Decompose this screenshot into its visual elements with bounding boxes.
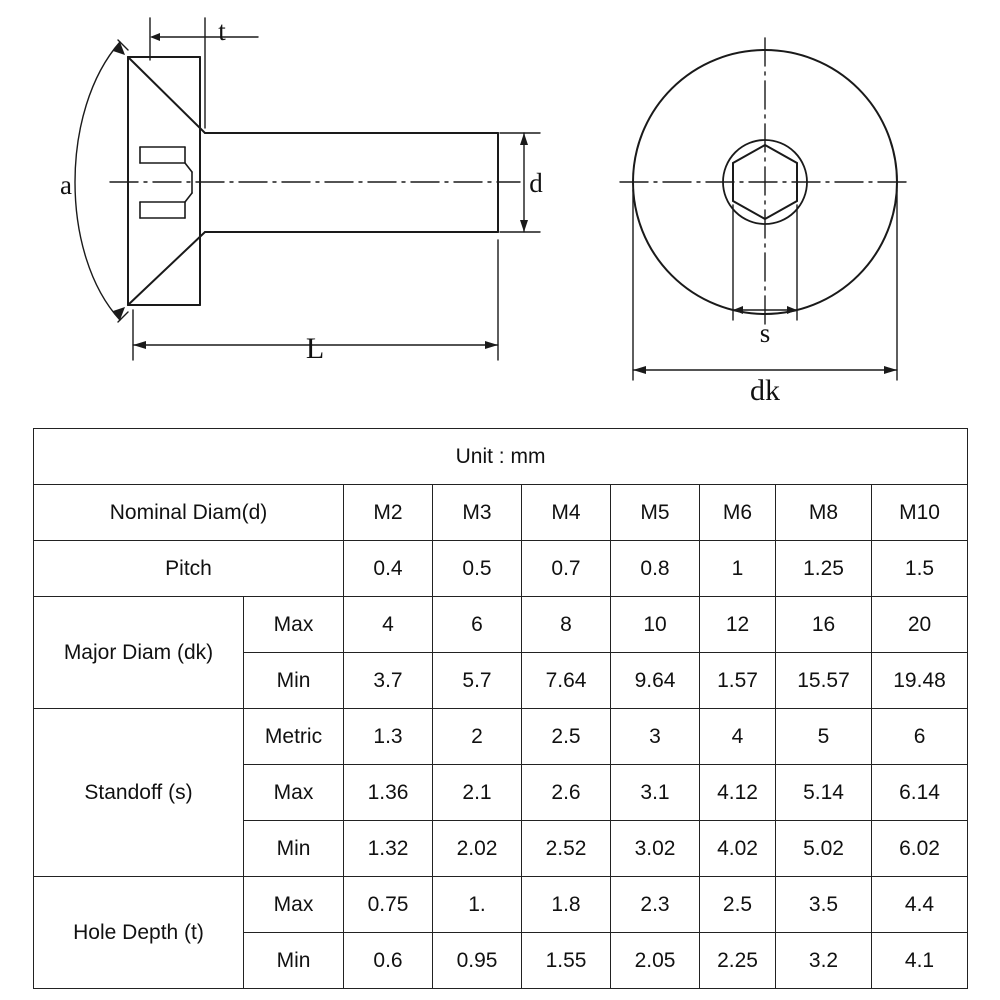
table-row (34, 485, 968, 541)
cell-major-min-m4: 7.64 (522, 653, 611, 709)
cell-hole-max-m5: 2.3 (611, 877, 700, 933)
cell-pitch-m4: 0.7 (522, 541, 611, 597)
technical-drawing (0, 0, 1000, 420)
label-t: t (218, 16, 226, 46)
spec-table (33, 428, 968, 989)
cell-standoff-metric-m2: 1.3 (344, 709, 433, 765)
cell-hole-max-m8: 3.5 (776, 877, 872, 933)
cell-standoff-min-m8: 5.02 (776, 821, 872, 877)
cell-major-min-m3: 5.7 (433, 653, 522, 709)
col-header-m4: M4 (522, 485, 611, 541)
sub-label-major-max: Max (244, 597, 344, 653)
row-label-pitch: Pitch (34, 541, 344, 597)
sub-label-standoff-metric: Metric (244, 709, 344, 765)
sub-label-standoff-min: Min (244, 821, 344, 877)
cell-standoff-min-m10: 6.02 (872, 821, 968, 877)
cell-standoff-max-m10: 6.14 (872, 765, 968, 821)
cell-major-min-m2: 3.7 (344, 653, 433, 709)
cell-major-min-m6: 1.57 (700, 653, 776, 709)
cell-hole-max-m4: 1.8 (522, 877, 611, 933)
sub-label-hole-min: Min (244, 933, 344, 989)
cell-hole-min-m2: 0.6 (344, 933, 433, 989)
cell-pitch-m5: 0.8 (611, 541, 700, 597)
col-header-m5: M5 (611, 485, 700, 541)
cell-standoff-min-m5: 3.02 (611, 821, 700, 877)
label-a: a (60, 170, 72, 200)
cell-hole-min-m4: 1.55 (522, 933, 611, 989)
cell-standoff-metric-m6: 4 (700, 709, 776, 765)
cell-hole-min-m5: 2.05 (611, 933, 700, 989)
col-header-m8: M8 (776, 485, 872, 541)
cell-pitch-m3: 0.5 (433, 541, 522, 597)
cell-pitch-m8: 1.25 (776, 541, 872, 597)
label-L: L (305, 332, 325, 365)
cell-standoff-metric-m3: 2 (433, 709, 522, 765)
sub-label-major-min: Min (244, 653, 344, 709)
cell-major-max-m5: 10 (611, 597, 700, 653)
dimension-t (150, 18, 258, 128)
table-row-unit (34, 429, 968, 485)
col-header-m2: M2 (344, 485, 433, 541)
cell-major-max-m10: 20 (872, 597, 968, 653)
sub-label-standoff-max: Max (244, 765, 344, 821)
col-header-m3: M3 (433, 485, 522, 541)
cell-hole-min-m10: 4.1 (872, 933, 968, 989)
col-header-m6: M6 (700, 485, 776, 541)
cell-major-max-m8: 16 (776, 597, 872, 653)
row-label-major-diam: Major Diam (dk) (34, 597, 244, 709)
cell-hole-max-m3: 1. (433, 877, 522, 933)
row-label-nominal-diam: Nominal Diam(d) (34, 485, 344, 541)
cell-standoff-metric-m4: 2.5 (522, 709, 611, 765)
cell-standoff-max-m8: 5.14 (776, 765, 872, 821)
label-d: d (529, 168, 543, 198)
cell-hole-min-m3: 0.95 (433, 933, 522, 989)
cell-standoff-max-m6: 4.12 (700, 765, 776, 821)
cell-standoff-min-m2: 1.32 (344, 821, 433, 877)
cell-pitch-m2: 0.4 (344, 541, 433, 597)
label-s: s (759, 318, 771, 348)
cell-hole-min-m6: 2.25 (700, 933, 776, 989)
screw-side-profile (128, 57, 498, 305)
cell-major-max-m4: 8 (522, 597, 611, 653)
cell-standoff-metric-m10: 6 (872, 709, 968, 765)
cell-standoff-max-m3: 2.1 (433, 765, 522, 821)
cell-standoff-max-m2: 1.36 (344, 765, 433, 821)
cell-standoff-max-m4: 2.6 (522, 765, 611, 821)
cell-hole-max-m10: 4.4 (872, 877, 968, 933)
cell-standoff-metric-m8: 5 (776, 709, 872, 765)
cell-pitch-m6: 1 (700, 541, 776, 597)
col-header-m10: M10 (872, 485, 968, 541)
table-row (34, 709, 968, 765)
cell-pitch-m10: 1.5 (872, 541, 968, 597)
cell-major-min-m8: 15.57 (776, 653, 872, 709)
dimension-angle-a (75, 40, 128, 322)
table-row (34, 541, 968, 597)
cell-major-max-m3: 6 (433, 597, 522, 653)
cell-major-max-m6: 12 (700, 597, 776, 653)
spec-table-container (33, 428, 967, 989)
unit-note: Unit : mm (34, 429, 968, 485)
cell-hole-max-m6: 2.5 (700, 877, 776, 933)
cell-hole-max-m2: 0.75 (344, 877, 433, 933)
cell-standoff-max-m5: 3.1 (611, 765, 700, 821)
table-row (34, 597, 968, 653)
cell-standoff-min-m4: 2.52 (522, 821, 611, 877)
cell-standoff-metric-m5: 3 (611, 709, 700, 765)
sub-label-hole-max: Max (244, 877, 344, 933)
cell-major-max-m2: 4 (344, 597, 433, 653)
cell-standoff-min-m6: 4.02 (700, 821, 776, 877)
cell-major-min-m5: 9.64 (611, 653, 700, 709)
row-label-hole-depth: Hole Depth (t) (34, 877, 244, 989)
cell-major-min-m10: 19.48 (872, 653, 968, 709)
row-label-standoff: Standoff (s) (34, 709, 244, 877)
cell-standoff-min-m3: 2.02 (433, 821, 522, 877)
drawing-svg (0, 0, 1000, 420)
cell-hole-min-m8: 3.2 (776, 933, 872, 989)
table-row (34, 877, 968, 933)
label-dk: dk (750, 374, 780, 407)
